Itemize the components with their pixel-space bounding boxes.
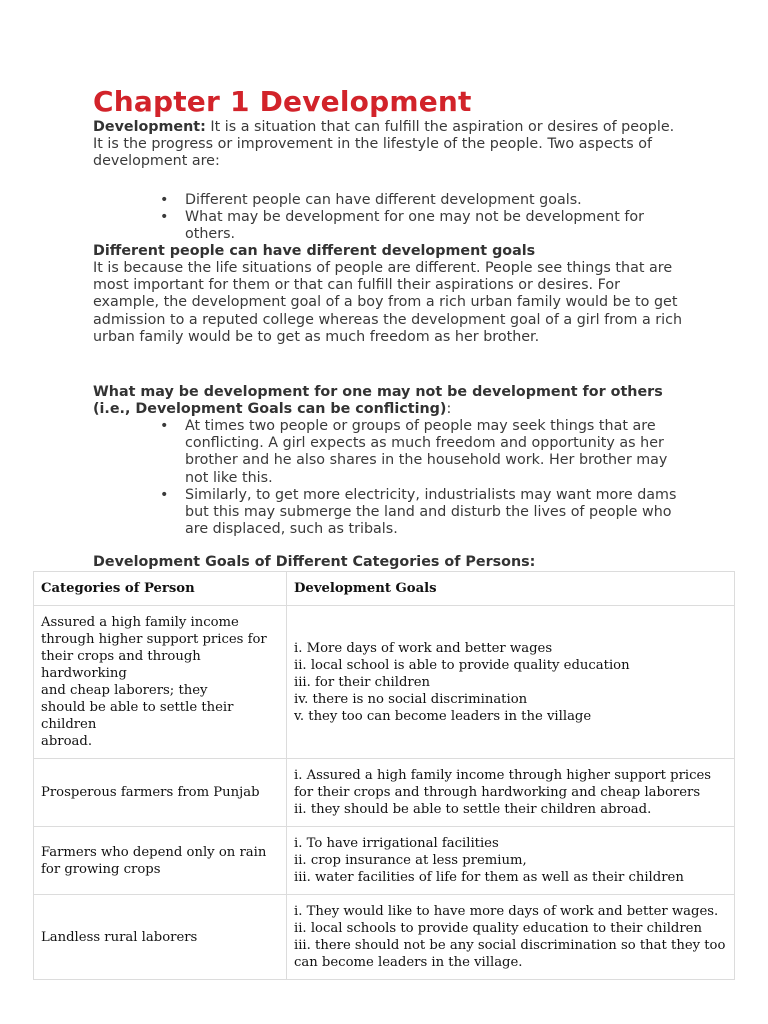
bullet-icon: • [160,192,169,208]
category-cell: Landless rural laborers [34,895,287,980]
goals-cell: i. To have irrigational facilities ii. crop insurance at less premium, iii. water facilities of life for them as well as their children [287,827,735,895]
goals-cell: i. They would like to have more days of work and better wages. ii. local schools to provide quality education to their children iii. there should not be any social discrimination so that they too can become leaders in the village. [287,895,735,980]
goals-cell: i. Assured a high family income through higher support prices for their crops and through hardworking and cheap laborers ii. they should be able to settle their children abroad. [287,759,735,827]
category-cell: Assured a high family income through higher support prices for their crops and through hardworking and cheap laborers; they should be able to settle their children abroad. [34,606,287,759]
column-header-goals: Development Goals [287,572,735,606]
section1-paragraph: It is because the life situations of people are different. People see things that are most important for them or that can fulfill their aspirations or desires. For example, the development goal of a boy from a rich urban family would be to get admission to a reputed college whereas the development goal of a girl from a rich urban family would be to get as much freedom as her brother. [93,260,683,345]
page-title: Chapter 1 Development [93,85,472,118]
goals-table [33,571,735,980]
intro-text: It is a situation that can fulfill the aspiration or desires of people. It is the progress or improvement in the lifestyle of the people. Two aspects of development are: [93,119,675,170]
conflict-list [160,418,680,538]
intro-paragraph [93,119,683,171]
bullet-icon: • [160,486,169,503]
section1-heading: Different people can have different development goals [93,243,536,259]
table-row [34,759,735,827]
category-cell: Prosperous farmers from Punjab [34,759,287,827]
bullet-icon: • [160,418,169,434]
table-row [34,895,735,980]
bullet-icon: • [160,209,169,226]
list-item: • At times two people or groups of people may seek things that are conflicting. A girl expects as much freedom and opportunity as her brother and he also shares in the household work. Her brother may not like this. [160,418,668,486]
table-row [34,827,735,895]
table-caption: Development Goals of Different Categories of Persons: [93,554,536,570]
intro-label: Development: [93,119,206,135]
aspects-list [160,192,680,244]
list-item: • Similarly, to get more electricity, industrialists may want more dams but this may submerge the land and disturb the lives of people who are displaced, such as tribals. [160,486,677,538]
section2-heading: What may be development for one may not be development for others (i.e., Development Goals can be conflicting): [93,384,663,418]
list-item: • Different people can have different development goals. [160,192,582,208]
column-header-category: Categories of Person [34,572,287,606]
list-item: • What may be development for one may not be development for others. [160,209,645,243]
table-header-row [34,572,735,606]
category-cell: Farmers who depend only on rain for growing crops [34,827,287,895]
goals-cell: i. More days of work and better wages ii. local school is able to provide quality education iii. for their children iv. there is no social discrimination v. they too can become leaders in the village [287,606,735,759]
table-row [34,606,735,759]
